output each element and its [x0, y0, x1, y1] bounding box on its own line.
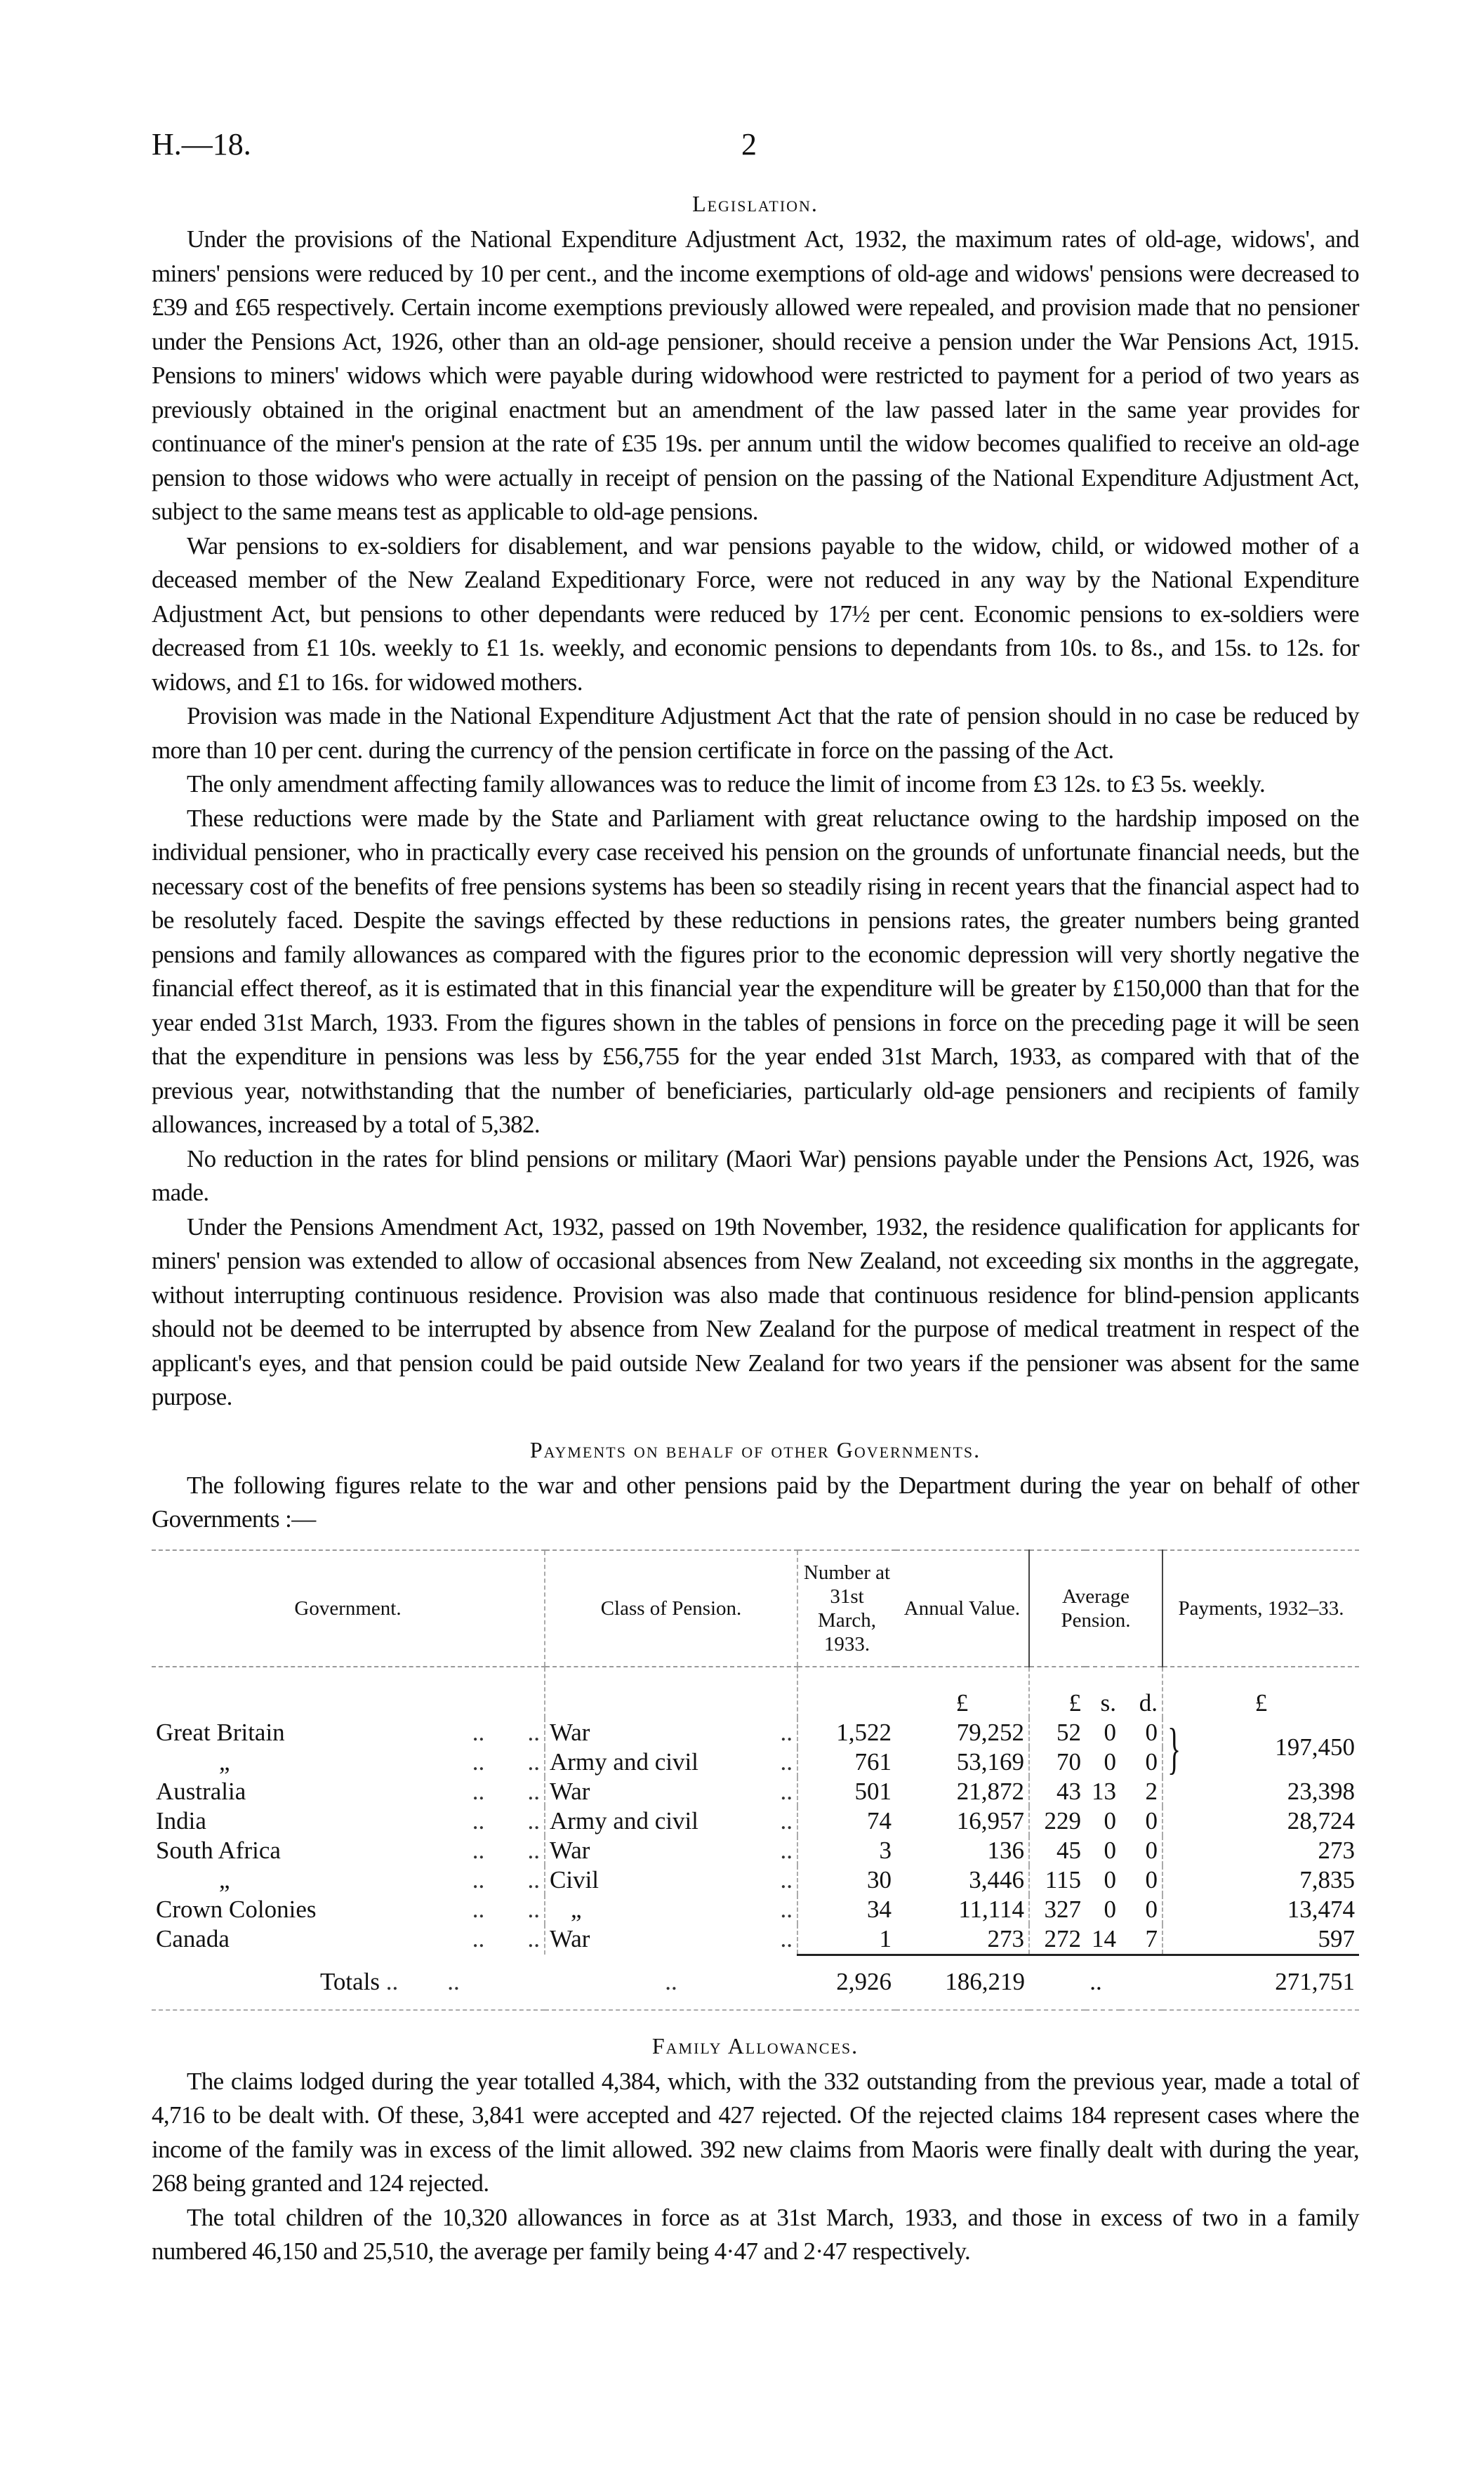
payments-cell: 7,835: [1162, 1865, 1359, 1895]
annual-value-cell: 11,114: [958, 1895, 1024, 1923]
paragraph: The only amendment affecting family allowances was to reduce the limit of income from £3 12s. to £3 5s. weekly.: [187, 770, 1266, 798]
payments-cell: 28,724: [1162, 1806, 1359, 1836]
class-cell: Army and civil ..: [545, 1806, 797, 1836]
payments-table: [152, 1549, 1359, 2011]
average-shillings-cell: 13: [1092, 1777, 1116, 1805]
pension-class: War: [550, 1777, 590, 1805]
government-cell: South Africa .. ..: [156, 1836, 540, 1864]
average-pounds-cell: 43: [1029, 1777, 1085, 1806]
pension-class: War: [550, 1925, 590, 1953]
paragraph: Under the provisions of the National Expenditure Adjustment Act, 1932, the maximum rates of old-age, widows', and miners' pensions were reduced by 10 per cent., and the income exemptions of old-age and widows' pensions were decreased to £39 and £65 respectively. Certain income exemptions previously allowed were repealed, and provision made that no pensioner under the Pensions Act, 1926, other than an old-age pensioner, should receive a pension under the War Pensions Act, 1915. Pensions to miners' widows which were payable during widowhood were restricted to payment for a period of two years as previously obtained in the original enactment but an amendment of the law passed later in the same year provides for continuance of the miner's pension at the rate of £35 19s. per annum until the widow becomes qualified to receive an old-age pension to those widows who were actually in receipt of pension on the passing of the National Expenditure Adjustment Act, subject to the same means test as applicable to old-age pensions.: [152, 225, 1359, 525]
government-cell: Great Britain .. ..: [156, 1718, 540, 1746]
header-class: Class of Pension.: [545, 1550, 797, 1667]
class-cell: War ..: [545, 1924, 797, 1955]
totals-label: Totals: [320, 1967, 380, 1995]
table-row: [152, 1718, 1359, 1747]
paragraph: Under the Pensions Amendment Act, 1932, passed on 19th November, 1932, the residence qualification for applicants for miners' pension was extended to allow of occasional absences from New Zealand, not exceeding six months in the aggregate, without interrupting continuous residence. Provision was also made that continuous residence for blind-pension applicants should not be deemed to be interrupted by absence from New Zealand for the purpose of medical treatment in respect of the applicant's eyes, and that pension could be paid outside New Zealand for two years if the pensioner was absent for the same purpose.: [152, 1212, 1359, 1410]
totals-average: ..: [1029, 1956, 1162, 2010]
paragraph: These reductions were made by the State and Parliament with great reluctance owing to the hardship imposed on the individual pensioner, who in practically every case received his pension on the grounds of unfortunate financial needs, but the necessary cost of the benefits of free pensions systems has been so steadily rising in recent years that the financial aspect had to be resolutely faced. Despite the savings effected by these reductions in pensions rates, the greater numbers being granted pensions and family allowances as compared with the figures prior to the economic depression will very shortly negative the financial effect thereof, as it is estimated that in this financial year the expenditure will be greater by £150,000 than that for the year ended 31st March, 1933. From the figures shown in the tables of pensions in force on the preceding page it will be seen that the expenditure in pensions was less by £56,755 for the year ended 31st March, 1933, as compared with that of the previous year, notwithstanding that the number of beneficiaries, particularly old-age pensioners and recipients of family allowances, increased by a total of 5,382.: [152, 804, 1359, 1138]
unit-pence: d.: [1139, 1688, 1158, 1717]
annual-value-cell: 16,957: [956, 1806, 1024, 1835]
table-row: [152, 1895, 1359, 1924]
class-cell: Army and civil ..: [545, 1747, 797, 1777]
annual-value-cell: 136: [987, 1836, 1024, 1864]
government-cell: Canada .. ..: [156, 1925, 540, 1953]
government-name: Crown Colonies: [156, 1895, 317, 1923]
government-cell: India .. ..: [156, 1806, 540, 1835]
government-cell: „ .. ..: [152, 1865, 545, 1895]
average-pence-cell: 0: [1145, 1895, 1158, 1923]
average-pounds-cell: 229: [1029, 1806, 1085, 1836]
header-annual: Annual Value.: [896, 1550, 1029, 1667]
average-pounds-cell: 70: [1029, 1747, 1085, 1777]
legislation-heading: Legislation.: [692, 191, 819, 216]
page-header: [152, 126, 1359, 168]
number-cell: 501: [797, 1777, 896, 1806]
legislation-section: [152, 223, 1359, 1415]
paragraph: The claims lodged during the year totalled 4,384, which, with the 332 outstanding from the previous year, made a total of 4,716 to be dealt with. Of these, 3,841 were accepted and 427 rejected. Of the rejected claims 184 represent cases where the income of the family was in excess of the limit allowed. 392 new claims from Maoris were finally dealt with during the year, 268 being granted and 124 rejected.: [152, 2067, 1359, 2197]
annual-value-cell: 53,169: [956, 1747, 1024, 1776]
totals-annual: 186,219: [896, 1956, 1029, 2010]
table-row: [152, 1806, 1359, 1836]
header-average: Average Pension.: [1029, 1550, 1162, 1667]
government-name: „: [219, 1747, 230, 1776]
payments-cell: 23,398: [1162, 1777, 1359, 1806]
government-name: Great Britain: [156, 1718, 285, 1746]
annual-value-cell: 21,872: [956, 1777, 1024, 1805]
page-number: 2: [741, 127, 757, 161]
number-cell: 74: [797, 1806, 896, 1836]
annual-value-cell: 79,252: [956, 1718, 1024, 1746]
unit-payments: £: [1162, 1667, 1359, 1718]
table-row: [152, 1865, 1359, 1895]
average-pence-cell: 0: [1145, 1806, 1158, 1835]
payments-cell: 197,450 }: [1162, 1718, 1359, 1777]
class-cell: „ ..: [545, 1895, 797, 1924]
average-shillings-cell: 14: [1092, 1924, 1116, 1952]
payments-cell: 273: [1162, 1836, 1359, 1865]
paragraph: Provision was made in the National Expenditure Adjustment Act that the rate of pension should in no case be reduced by more than 10 per cent. during the currency of the pension certificate in force on the passing of the Act.: [152, 702, 1359, 764]
pension-class: War: [550, 1836, 590, 1864]
paragraph: The total children of the 10,320 allowances in force as at 31st March, 1933, and those in excess of two in a family numbered 46,150 and 25,510, the average per family being 4·47 and 2·47 respectively.: [152, 2203, 1359, 2265]
units-row: [152, 1667, 1359, 1718]
average-pounds-cell: 52: [1029, 1718, 1085, 1747]
class-cell: War ..: [545, 1836, 797, 1865]
class-cell: War ..: [545, 1718, 797, 1747]
payments-intro: The following figures relate to the war and other pensions paid by the Department during the year on behalf of other Governments :—: [152, 1471, 1359, 1533]
payments-cell: 597: [1162, 1924, 1359, 1955]
header-number: Number at 31st March, 1933.: [797, 1550, 896, 1667]
average-shillings-cell: 0: [1104, 1865, 1116, 1893]
totals-number: 2,926: [797, 1956, 896, 2010]
pension-class: Civil: [550, 1865, 599, 1893]
average-pence-cell: 0: [1145, 1836, 1158, 1864]
average-pounds-cell: 272: [1029, 1924, 1085, 1955]
average-shillings-cell: 0: [1104, 1806, 1116, 1835]
government-name: Canada: [156, 1925, 230, 1953]
unit-pounds: £: [1029, 1667, 1085, 1718]
government-name: Australia: [156, 1777, 246, 1805]
table-row: [152, 1924, 1359, 1955]
class-cell: Civil ..: [545, 1865, 797, 1895]
document-page: [152, 126, 1359, 2269]
totals-payments: 271,751: [1162, 1956, 1359, 2010]
average-pounds-cell: 115: [1029, 1865, 1085, 1895]
pension-class: Army and civil: [550, 1806, 698, 1835]
average-shillings-cell: 0: [1104, 1836, 1116, 1864]
government-cell: Crown Colonies .. ..: [156, 1895, 540, 1923]
number-cell: 34: [797, 1895, 896, 1924]
government-name: South Africa: [156, 1836, 281, 1864]
government-cell: Australia .. ..: [156, 1777, 540, 1805]
family-allowances-heading: Family Allowances.: [651, 2032, 859, 2058]
average-pence-cell: 0: [1145, 1718, 1158, 1746]
government-cell: „ .. ..: [152, 1747, 545, 1777]
average-pence-cell: 2: [1145, 1777, 1158, 1805]
number-cell: 30: [797, 1865, 896, 1895]
class-cell: War ..: [545, 1777, 797, 1806]
pension-class: War: [550, 1718, 590, 1746]
average-shillings-cell: 0: [1104, 1747, 1116, 1776]
table-row: [152, 1777, 1359, 1806]
unit-shillings: s.: [1100, 1688, 1116, 1717]
unit-annual: £: [955, 1688, 969, 1717]
totals-row: Totals .. .. .. 2,926 186,219 .. 271,751: [152, 1956, 1359, 2010]
average-pence-cell: 7: [1145, 1924, 1158, 1952]
average-pounds-cell: 327: [1029, 1895, 1085, 1924]
pension-class: Army and civil: [550, 1747, 698, 1776]
document-reference: H.—18.: [152, 127, 251, 161]
number-cell: 1: [797, 1924, 896, 1955]
government-name: India: [156, 1806, 206, 1835]
number-cell: 761: [797, 1747, 896, 1777]
average-shillings-cell: 0: [1104, 1718, 1116, 1746]
header-payments: Payments, 1932–33.: [1162, 1550, 1359, 1667]
paragraph: No reduction in the rates for blind pensions or military (Maori War) pensions payable under the Pensions Act, 1926, was made.: [152, 1144, 1359, 1206]
table-header-row: [152, 1550, 1359, 1667]
average-shillings-cell: 0: [1104, 1895, 1116, 1923]
average-pence-cell: 0: [1145, 1747, 1158, 1776]
payments-heading: Payments on behalf of other Governments.: [529, 1436, 981, 1462]
header-government: Government.: [152, 1550, 545, 1667]
paragraph: War pensions to ex-soldiers for disablement, and war pensions payable to the widow, child, or widowed mother of a deceased member of the New Zealand Expeditionary Force, were not reduced in any way by the National Expenditure Adjustment Act, but pensions to other dependants were reduced by 17½ per cent. Economic pensions to ex-soldiers were decreased from £1 10s. weekly to £1 1s. weekly, and economic pensions to dependants from 10s. to 8s., and 15s. to 12s. for widows, and £1 to 16s. for widowed mothers.: [152, 531, 1359, 696]
brace-icon: }: [1167, 1717, 1181, 1780]
average-pounds-cell: 45: [1029, 1836, 1085, 1865]
number-cell: 1,522: [797, 1718, 896, 1747]
payments-cell: 13,474: [1162, 1895, 1359, 1924]
pension-class: „: [571, 1895, 582, 1923]
number-cell: 3: [797, 1836, 896, 1865]
annual-value-cell: 273: [987, 1924, 1024, 1952]
table-row: [152, 1836, 1359, 1865]
annual-value-cell: 3,446: [969, 1865, 1024, 1893]
government-name: „: [219, 1865, 230, 1893]
average-pence-cell: 0: [1145, 1865, 1158, 1893]
